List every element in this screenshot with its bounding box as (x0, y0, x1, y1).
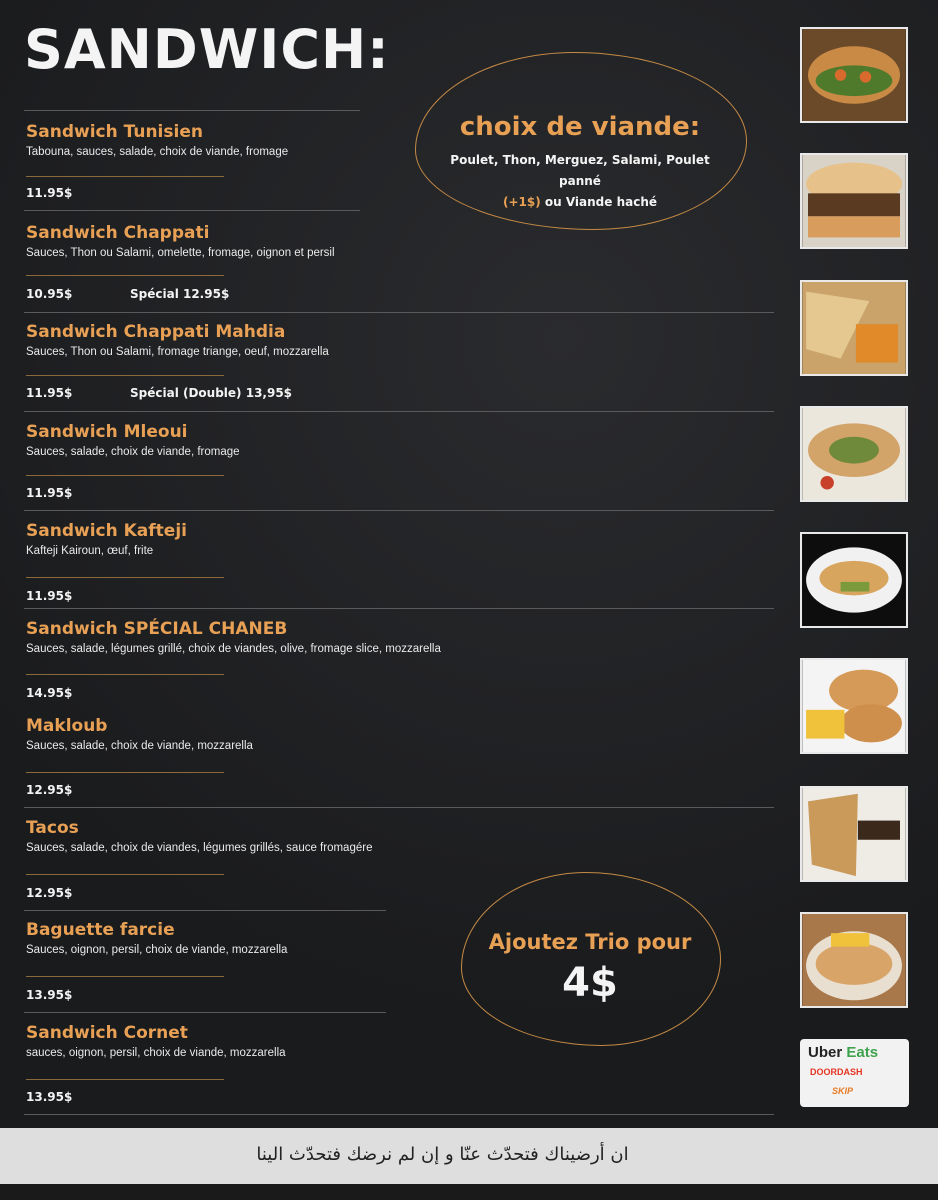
item-description: sauces, oignon, persil, choix de viande, mozzarella (26, 1047, 286, 1059)
item-description: Sauces, salade, choix de viande, mozzarella (26, 740, 253, 752)
food-photo (800, 27, 908, 123)
item-name: Sandwich Chappati (26, 223, 210, 243)
item-name: Sandwich Cornet (26, 1023, 188, 1043)
divider (24, 411, 774, 412)
item-description: Sauces, salade, légumes grillé, choix de viandes, olive, fromage slice, mozzarella (26, 643, 441, 655)
menu-item-tunisien (26, 122, 288, 158)
meat-options-rest: ou Viande haché (540, 195, 658, 209)
menu-item-mleoui (26, 422, 240, 458)
item-name: Sandwich Kafteji (26, 521, 187, 541)
meat-surcharge: (+1$) (502, 195, 541, 209)
item-price: 11.95$ (26, 386, 73, 400)
item-name: Baguette farcie (26, 920, 175, 940)
menu-item-cornet (26, 1023, 286, 1059)
item-name: Sandwich Tunisien (26, 122, 203, 142)
footer-text: ان أرضيناك فتحدّث عنّا و إن لم نرضك فتحدّث الينا (256, 1144, 629, 1165)
item-price: 11.95$ (26, 186, 73, 200)
divider (24, 807, 774, 808)
divider (24, 1114, 774, 1115)
divider (26, 874, 224, 875)
divider (24, 510, 774, 511)
menu-item-special-chaneb (26, 619, 441, 655)
trio-box (461, 872, 721, 1046)
food-photo (800, 658, 908, 754)
meat-choice-title: choix de viande: (459, 112, 701, 142)
item-description: Sauces, salade, choix de viande, fromage (26, 446, 240, 458)
item-name: Sandwich SPÉCIAL CHANEB (26, 619, 288, 639)
food-photo (800, 912, 908, 1008)
menu-title: SANDWICH: (24, 18, 390, 81)
item-price: 13.95$ (26, 988, 73, 1002)
divider (26, 976, 224, 977)
item-description: Tabouna, sauces, salade, choix de viande, fromage (26, 146, 289, 158)
meat-options: Poulet, Thon, Merguez, Salami, Poulet panné (450, 153, 710, 188)
item-name: Tacos (26, 818, 79, 838)
item-description: Sauces, oignon, persil, choix de viande, mozzarella (26, 944, 288, 956)
menu-item-chappati (26, 223, 335, 259)
menu-item-kafteji (26, 521, 187, 557)
food-photo (800, 406, 908, 502)
divider (26, 275, 224, 276)
menu-item-tacos (26, 818, 372, 854)
menu-item-makloub (26, 716, 253, 752)
bottom-strip (0, 1184, 938, 1200)
divider (26, 577, 224, 578)
divider (24, 1012, 386, 1013)
item-special-price: Spécial 12.95$ (130, 287, 230, 301)
menu-item-chappati-mahdia (26, 322, 329, 358)
item-price: 11.95$ (26, 589, 73, 603)
item-price: 13.95$ (26, 1090, 73, 1104)
divider (24, 110, 360, 111)
food-photo (800, 532, 908, 628)
item-price: 12.95$ (26, 783, 73, 797)
divider (26, 475, 224, 476)
doordash-logo: DOORDASH (810, 1067, 863, 1077)
divider (24, 210, 360, 211)
item-name: Sandwich Mleoui (26, 422, 188, 442)
item-price: 12.95$ (26, 886, 73, 900)
divider (26, 1079, 224, 1080)
divider (26, 772, 224, 773)
item-description: Kafteji Kairoun, œuf, frite (26, 545, 154, 557)
item-description: Sauces, salade, choix de viandes, légumes grillés, sauce fromagére (26, 842, 373, 854)
item-description: Sauces, Thon ou Salami, fromage triange, oeuf, mozzarella (26, 346, 329, 358)
divider (24, 312, 774, 313)
food-photo (800, 786, 908, 882)
item-price: 11.95$ (26, 486, 73, 500)
food-photo (800, 280, 908, 376)
trio-price: 4$ (562, 960, 618, 1006)
food-photo (800, 153, 908, 249)
item-price: 14.95$ (26, 686, 73, 700)
uber-eats-uber: Uber (808, 1044, 843, 1061)
item-name: Sandwich Chappati Mahdia (26, 322, 286, 342)
skip-logo: SKIP (832, 1086, 854, 1096)
uber-eats-eats: Eats (842, 1044, 879, 1061)
trio-title: Ajoutez Trio pour (488, 930, 692, 954)
divider (24, 608, 774, 609)
divider (26, 674, 224, 675)
divider (26, 375, 224, 376)
item-name: Makloub (26, 716, 108, 736)
meat-choice-text (430, 150, 730, 213)
divider (26, 176, 224, 177)
item-price: 10.95$ (26, 287, 73, 301)
item-special-price: Spécial (Double) 13,95$ (130, 386, 293, 400)
menu-item-baguette-farcie (26, 920, 287, 956)
item-description: Sauces, Thon ou Salami, omelette, fromage, oignon et persil (26, 247, 335, 259)
delivery-partners (800, 1039, 909, 1107)
uber-eats-logo (808, 1044, 878, 1061)
divider (24, 910, 386, 911)
footer-banner (0, 1128, 938, 1184)
